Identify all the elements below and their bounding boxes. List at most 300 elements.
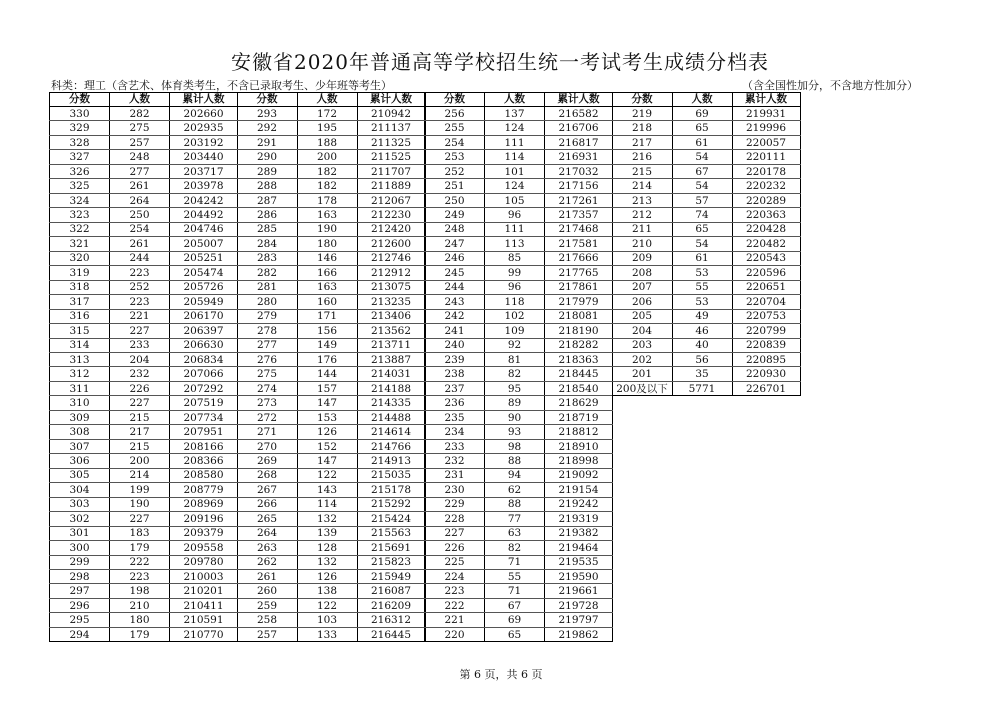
cumulative-cell: 203440 xyxy=(170,150,238,164)
score-cell: 298 xyxy=(50,570,110,584)
count-cell: 113 xyxy=(485,237,545,251)
count-cell: 40 xyxy=(672,338,732,352)
cumulative-cell: 220543 xyxy=(732,251,800,265)
score-cell: 259 xyxy=(237,598,297,612)
score-cell: 296 xyxy=(50,598,110,612)
cumulative-cell: 214913 xyxy=(357,454,425,468)
score-cell: 212 xyxy=(612,208,672,222)
cumulative-cell: 208969 xyxy=(170,497,238,511)
table-row xyxy=(612,266,800,280)
table-row xyxy=(237,179,425,193)
cumulative-cell: 220178 xyxy=(732,164,800,178)
table-row xyxy=(425,338,613,352)
score-cell: 312 xyxy=(50,367,110,381)
score-cell: 241 xyxy=(425,324,485,338)
score-cell: 305 xyxy=(50,468,110,482)
table-row xyxy=(612,237,800,251)
count-cell: 105 xyxy=(485,193,545,207)
count-cell: 63 xyxy=(485,526,545,540)
count-cell: 252 xyxy=(110,280,170,294)
count-cell: 95 xyxy=(485,381,545,395)
cumulative-cell: 217156 xyxy=(545,179,613,193)
count-cell: 153 xyxy=(297,410,357,424)
score-cell: 210 xyxy=(612,237,672,251)
count-cell: 65 xyxy=(485,627,545,641)
score-cell: 251 xyxy=(425,179,485,193)
cumulative-cell: 203978 xyxy=(170,179,238,193)
score-cell: 275 xyxy=(237,367,297,381)
table-row xyxy=(50,309,238,323)
table-row xyxy=(425,280,613,294)
score-cell: 318 xyxy=(50,280,110,294)
count-cell: 166 xyxy=(297,266,357,280)
score-cell: 235 xyxy=(425,410,485,424)
count-header: 人数 xyxy=(110,93,170,107)
cumulative-cell: 213887 xyxy=(357,352,425,366)
table-row xyxy=(425,598,613,612)
count-cell: 215 xyxy=(110,439,170,453)
count-cell: 46 xyxy=(672,324,732,338)
cumulative-cell: 215424 xyxy=(357,512,425,526)
table-row xyxy=(612,107,800,121)
cumulative-cell: 210201 xyxy=(170,584,238,598)
score-block-2 xyxy=(237,92,426,642)
score-cell: 205 xyxy=(612,309,672,323)
score-cell: 245 xyxy=(425,266,485,280)
score-block-1 xyxy=(49,92,238,642)
cumulative-cell: 203192 xyxy=(170,135,238,149)
count-cell: 160 xyxy=(297,295,357,309)
table-row xyxy=(50,410,238,424)
score-cell: 233 xyxy=(425,439,485,453)
page-footer: 第 6 页，共 6 页 xyxy=(459,668,543,681)
cumulative-cell: 207951 xyxy=(170,425,238,439)
table-row xyxy=(425,295,613,309)
count-cell: 111 xyxy=(485,135,545,149)
score-cell: 281 xyxy=(237,280,297,294)
cumulative-cell: 219661 xyxy=(545,584,613,598)
table-row xyxy=(425,526,613,540)
table-row xyxy=(50,222,238,236)
cumulative-cell: 216209 xyxy=(357,598,425,612)
score-header: 分数 xyxy=(425,93,485,107)
score-cell: 255 xyxy=(425,121,485,135)
table-row xyxy=(425,324,613,338)
cumulative-cell: 215823 xyxy=(357,555,425,569)
table-row xyxy=(425,367,613,381)
table-row xyxy=(237,627,425,641)
cumulative-cell: 213075 xyxy=(357,280,425,294)
score-cell: 213 xyxy=(612,193,672,207)
table-row xyxy=(237,309,425,323)
table-row xyxy=(237,164,425,178)
score-cell: 228 xyxy=(425,512,485,526)
count-cell: 94 xyxy=(485,468,545,482)
table-row xyxy=(50,164,238,178)
table-row xyxy=(612,338,800,352)
category-note: 科类：理工（含艺术、体育类考生，不含已录取考生、少年班等考生） xyxy=(51,79,392,92)
score-cell: 247 xyxy=(425,237,485,251)
count-cell: 176 xyxy=(297,352,357,366)
score-cell: 324 xyxy=(50,193,110,207)
score-cell: 278 xyxy=(237,324,297,338)
table-row xyxy=(50,150,238,164)
table-row xyxy=(425,512,613,526)
cumulative-cell: 219092 xyxy=(545,468,613,482)
score-cell: 254 xyxy=(425,135,485,149)
count-cell: 99 xyxy=(485,266,545,280)
count-cell: 188 xyxy=(297,135,357,149)
score-cell: 218 xyxy=(612,121,672,135)
score-cell: 317 xyxy=(50,295,110,309)
score-cell: 221 xyxy=(425,613,485,627)
cumulative-cell: 220651 xyxy=(732,280,800,294)
score-cell: 227 xyxy=(425,526,485,540)
table-row xyxy=(50,526,238,540)
score-cell: 270 xyxy=(237,439,297,453)
count-cell: 254 xyxy=(110,222,170,236)
table-row xyxy=(425,193,613,207)
table-row xyxy=(50,512,238,526)
count-cell: 114 xyxy=(485,150,545,164)
score-cell: 249 xyxy=(425,208,485,222)
cumulative-cell: 220232 xyxy=(732,179,800,193)
score-cell: 284 xyxy=(237,237,297,251)
table-row xyxy=(425,613,613,627)
count-header: 人数 xyxy=(485,93,545,107)
score-cell: 223 xyxy=(425,584,485,598)
cumulative-cell: 211137 xyxy=(357,121,425,135)
count-cell: 163 xyxy=(297,208,357,222)
count-cell: 143 xyxy=(297,483,357,497)
table-row xyxy=(50,627,238,641)
score-cell: 257 xyxy=(237,627,297,641)
count-cell: 261 xyxy=(110,237,170,251)
count-cell: 89 xyxy=(485,396,545,410)
table-row xyxy=(612,352,800,366)
count-cell: 244 xyxy=(110,251,170,265)
score-cell: 253 xyxy=(425,150,485,164)
cumulative-cell: 220596 xyxy=(732,266,800,280)
score-cell: 326 xyxy=(50,164,110,178)
count-cell: 88 xyxy=(485,497,545,511)
page-title: 安徽省2020年普通高等学校招生统一考试考生成绩分档表 xyxy=(231,50,769,74)
score-cell: 294 xyxy=(50,627,110,641)
count-cell: 69 xyxy=(485,613,545,627)
table-row xyxy=(237,338,425,352)
cumulative-cell: 216582 xyxy=(545,107,613,121)
table-row xyxy=(50,598,238,612)
count-cell: 56 xyxy=(672,352,732,366)
count-cell: 182 xyxy=(297,164,357,178)
table-row xyxy=(425,381,613,395)
cumulative-cell: 220289 xyxy=(732,193,800,207)
cumulative-cell: 205949 xyxy=(170,295,238,309)
score-cell: 204 xyxy=(612,324,672,338)
count-cell: 67 xyxy=(672,164,732,178)
cumulative-cell: 212912 xyxy=(357,266,425,280)
count-cell: 71 xyxy=(485,555,545,569)
cumulative-cell: 214614 xyxy=(357,425,425,439)
count-cell: 179 xyxy=(110,541,170,555)
score-cell: 201 xyxy=(612,367,672,381)
table-row xyxy=(237,208,425,222)
table-row xyxy=(425,309,613,323)
score-cell: 286 xyxy=(237,208,297,222)
score-cell: 307 xyxy=(50,439,110,453)
table-row xyxy=(425,352,613,366)
score-cell: 289 xyxy=(237,164,297,178)
count-cell: 227 xyxy=(110,396,170,410)
cumulative-cell: 214766 xyxy=(357,439,425,453)
count-cell: 172 xyxy=(297,107,357,121)
count-cell: 122 xyxy=(297,598,357,612)
score-cell: 264 xyxy=(237,526,297,540)
count-cell: 183 xyxy=(110,526,170,540)
count-cell: 53 xyxy=(672,266,732,280)
table-row xyxy=(425,468,613,482)
score-cell: 303 xyxy=(50,497,110,511)
count-cell: 275 xyxy=(110,121,170,135)
count-cell: 92 xyxy=(485,338,545,352)
table-row xyxy=(50,237,238,251)
table-row xyxy=(612,367,800,381)
table-row xyxy=(50,193,238,207)
cumulative-cell: 218540 xyxy=(545,381,613,395)
table-row xyxy=(237,454,425,468)
count-cell: 179 xyxy=(110,627,170,641)
count-cell: 226 xyxy=(110,381,170,395)
cumulative-cell: 209196 xyxy=(170,512,238,526)
score-cell: 322 xyxy=(50,222,110,236)
table-row xyxy=(50,324,238,338)
score-cell: 323 xyxy=(50,208,110,222)
score-cell: 237 xyxy=(425,381,485,395)
score-cell: 238 xyxy=(425,367,485,381)
score-cell: 320 xyxy=(50,251,110,265)
count-cell: 61 xyxy=(672,135,732,149)
score-block-3 xyxy=(424,92,613,642)
table-row xyxy=(425,410,613,424)
count-cell: 67 xyxy=(485,598,545,612)
count-cell: 200 xyxy=(297,150,357,164)
score-cell: 225 xyxy=(425,555,485,569)
count-header: 人数 xyxy=(297,93,357,107)
count-cell: 217 xyxy=(110,425,170,439)
score-cell: 220 xyxy=(425,627,485,641)
count-cell: 111 xyxy=(485,222,545,236)
table-row xyxy=(425,454,613,468)
table-row xyxy=(237,150,425,164)
table-row xyxy=(425,396,613,410)
count-cell: 232 xyxy=(110,367,170,381)
cumulative-cell: 208166 xyxy=(170,439,238,453)
cumulative-cell: 217861 xyxy=(545,280,613,294)
table-row xyxy=(612,150,800,164)
score-cell: 316 xyxy=(50,309,110,323)
score-cell: 242 xyxy=(425,309,485,323)
table-row xyxy=(425,497,613,511)
table-row xyxy=(425,150,613,164)
cumulative-cell: 212600 xyxy=(357,237,425,251)
cumulative-cell: 208779 xyxy=(170,483,238,497)
cumulative-cell: 209780 xyxy=(170,555,238,569)
table-row xyxy=(425,439,613,453)
table-row xyxy=(50,179,238,193)
score-table-grid xyxy=(49,92,801,642)
score-cell: 200及以下 xyxy=(612,381,672,395)
score-cell: 252 xyxy=(425,164,485,178)
score-cell: 215 xyxy=(612,164,672,178)
cumulative-cell: 210411 xyxy=(170,598,238,612)
cumulative-cell: 204746 xyxy=(170,222,238,236)
cumulative-cell: 220930 xyxy=(732,367,800,381)
cumulative-cell: 217468 xyxy=(545,222,613,236)
count-cell: 126 xyxy=(297,570,357,584)
cumulative-cell: 203717 xyxy=(170,164,238,178)
score-cell: 315 xyxy=(50,324,110,338)
score-cell: 314 xyxy=(50,338,110,352)
header-row xyxy=(50,93,238,107)
table-row xyxy=(612,121,800,135)
table-row xyxy=(612,208,800,222)
table-row xyxy=(612,324,800,338)
count-cell: 133 xyxy=(297,627,357,641)
cumulative-header: 累计人数 xyxy=(545,93,613,107)
table-row xyxy=(237,367,425,381)
count-cell: 147 xyxy=(297,396,357,410)
cumulative-cell: 205474 xyxy=(170,266,238,280)
count-cell: 163 xyxy=(297,280,357,294)
cumulative-cell: 217261 xyxy=(545,193,613,207)
count-cell: 69 xyxy=(672,107,732,121)
table-row xyxy=(237,410,425,424)
score-cell: 261 xyxy=(237,570,297,584)
score-cell: 265 xyxy=(237,512,297,526)
count-cell: 152 xyxy=(297,439,357,453)
cumulative-cell: 214188 xyxy=(357,381,425,395)
cumulative-cell: 216087 xyxy=(357,584,425,598)
table-row xyxy=(50,135,238,149)
table-row xyxy=(237,266,425,280)
score-cell: 304 xyxy=(50,483,110,497)
cumulative-cell: 209379 xyxy=(170,526,238,540)
count-cell: 61 xyxy=(672,251,732,265)
table-row xyxy=(612,164,800,178)
score-cell: 240 xyxy=(425,338,485,352)
count-cell: 54 xyxy=(672,237,732,251)
score-cell: 217 xyxy=(612,135,672,149)
cumulative-cell: 216445 xyxy=(357,627,425,641)
count-cell: 144 xyxy=(297,367,357,381)
score-cell: 313 xyxy=(50,352,110,366)
cumulative-cell: 219728 xyxy=(545,598,613,612)
score-cell: 267 xyxy=(237,483,297,497)
count-cell: 221 xyxy=(110,309,170,323)
cumulative-cell: 206170 xyxy=(170,309,238,323)
count-cell: 257 xyxy=(110,135,170,149)
cumulative-cell: 219464 xyxy=(545,541,613,555)
score-cell: 236 xyxy=(425,396,485,410)
count-cell: 93 xyxy=(485,425,545,439)
count-cell: 81 xyxy=(485,352,545,366)
score-cell: 276 xyxy=(237,352,297,366)
cumulative-cell: 202660 xyxy=(170,107,238,121)
score-cell: 297 xyxy=(50,584,110,598)
table-row xyxy=(425,107,613,121)
table-row xyxy=(50,483,238,497)
count-cell: 157 xyxy=(297,381,357,395)
score-cell: 269 xyxy=(237,454,297,468)
count-cell: 82 xyxy=(485,367,545,381)
cumulative-cell: 216312 xyxy=(357,613,425,627)
score-cell: 232 xyxy=(425,454,485,468)
cumulative-cell: 218910 xyxy=(545,439,613,453)
cumulative-cell: 213562 xyxy=(357,324,425,338)
score-cell: 209 xyxy=(612,251,672,265)
score-cell: 271 xyxy=(237,425,297,439)
score-cell: 308 xyxy=(50,425,110,439)
count-cell: 57 xyxy=(672,193,732,207)
cumulative-cell: 211707 xyxy=(357,164,425,178)
cumulative-cell: 206834 xyxy=(170,352,238,366)
score-cell: 274 xyxy=(237,381,297,395)
table-row xyxy=(50,425,238,439)
count-cell: 71 xyxy=(485,584,545,598)
count-cell: 223 xyxy=(110,570,170,584)
score-cell: 328 xyxy=(50,135,110,149)
cumulative-cell: 214031 xyxy=(357,367,425,381)
score-cell: 226 xyxy=(425,541,485,555)
table-row xyxy=(425,570,613,584)
table-row xyxy=(237,468,425,482)
table-row xyxy=(237,555,425,569)
table-row xyxy=(612,381,800,395)
table-row xyxy=(425,627,613,641)
cumulative-cell: 220704 xyxy=(732,295,800,309)
score-cell: 280 xyxy=(237,295,297,309)
count-cell: 156 xyxy=(297,324,357,338)
score-cell: 243 xyxy=(425,295,485,309)
table-row xyxy=(237,251,425,265)
cumulative-cell: 220111 xyxy=(732,150,800,164)
score-cell: 287 xyxy=(237,193,297,207)
cumulative-cell: 207734 xyxy=(170,410,238,424)
cumulative-cell: 207066 xyxy=(170,367,238,381)
cumulative-cell: 213711 xyxy=(357,338,425,352)
table-row xyxy=(612,280,800,294)
table-row xyxy=(237,541,425,555)
score-cell: 246 xyxy=(425,251,485,265)
cumulative-cell: 220895 xyxy=(732,352,800,366)
score-cell: 256 xyxy=(425,107,485,121)
cumulative-cell: 218719 xyxy=(545,410,613,424)
cumulative-cell: 212746 xyxy=(357,251,425,265)
score-cell: 329 xyxy=(50,121,110,135)
count-cell: 124 xyxy=(485,179,545,193)
count-cell: 147 xyxy=(297,454,357,468)
count-cell: 65 xyxy=(672,121,732,135)
score-cell: 222 xyxy=(425,598,485,612)
table-row xyxy=(425,121,613,135)
score-cell: 207 xyxy=(612,280,672,294)
count-cell: 124 xyxy=(485,121,545,135)
table-row xyxy=(50,497,238,511)
header-row xyxy=(425,93,613,107)
cumulative-cell: 220363 xyxy=(732,208,800,222)
count-cell: 77 xyxy=(485,512,545,526)
count-cell: 139 xyxy=(297,526,357,540)
